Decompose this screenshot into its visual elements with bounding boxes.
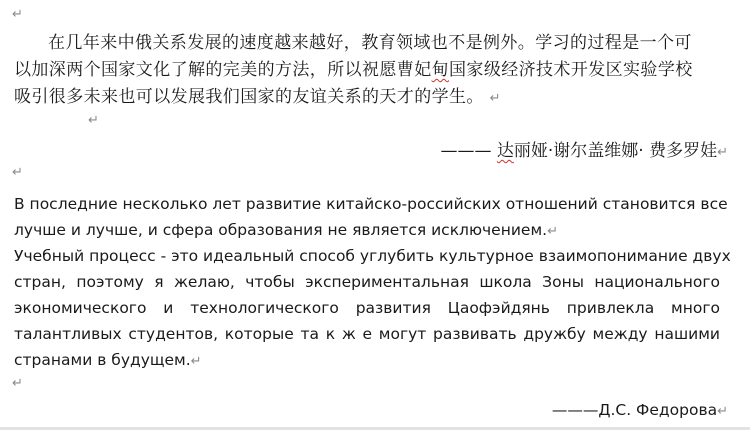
signature-dash: ——— <box>440 141 492 161</box>
empty-paragraph-mark: ↵ <box>12 376 23 391</box>
chinese-signature <box>440 136 728 161</box>
russian-line-2-text: лучше и лучше, и сфера образования не является исключением. <box>14 221 548 239</box>
russian-signature-text: ———Д.С. Федорова <box>551 401 718 419</box>
russian-line-3: Учебный процесс - это идеальный способ углубить культурное взаимопонимание двух <box>14 247 731 265</box>
chinese-line-2-text: 以加深两个国家文化了解的完美的方法，所以祝愿曹妃 <box>14 60 432 80</box>
russian-line-1: В последние несколько лет развитие китайско-российских отношений становится все <box>14 195 728 213</box>
chinese-line-2-text-end: 国家级经济技术开发区实验学校 <box>449 60 693 80</box>
russian-paragraph <box>14 191 731 373</box>
russian-signature <box>552 401 728 419</box>
paragraph-mark: ↵ <box>190 354 202 369</box>
russian-line-6: талантливых студентов, которые та к ж е могут развивать дружбу между нашими <box>14 325 720 343</box>
chinese-paragraph <box>14 30 726 111</box>
chinese-line-1: 在几年来中俄关系发展的速度越来越好，教育领域也不是例外。学习的过程是一个可 <box>48 33 692 53</box>
chinese-line-3-text: 吸引很多未来也可以发展我们国家的友谊关系的天才的学生。 <box>14 87 484 107</box>
paragraph-mark: ↵ <box>717 145 728 160</box>
spellcheck-flagged-word: 达 <box>496 141 514 161</box>
spellcheck-flagged-word: 甸 <box>431 60 450 80</box>
russian-line-7 <box>14 347 720 373</box>
paragraph-mark: ↵ <box>717 404 728 419</box>
empty-paragraph-mark: ↵ <box>12 165 23 180</box>
russian-line-4: стран, поэтому я желаю, чтобы экспериментальная школа Зоны национального <box>14 273 720 291</box>
empty-paragraph-mark: ↵ <box>88 113 99 128</box>
russian-line-5: экономического и технологического развития Цаофэйдянь привлекла много <box>14 299 720 317</box>
chinese-line-3 <box>14 84 726 111</box>
russian-line-2 <box>14 217 720 243</box>
chinese-line-2 <box>14 57 726 84</box>
signature-name: 丽娅·谢尔盖维娜· 费多罗娃 <box>513 141 718 161</box>
paragraph-mark: ↵ <box>489 91 501 106</box>
empty-paragraph-mark: ↵ <box>12 7 23 22</box>
paragraph-mark: ↵ <box>547 224 558 239</box>
russian-line-7-text: странами в будущем. <box>14 351 191 369</box>
